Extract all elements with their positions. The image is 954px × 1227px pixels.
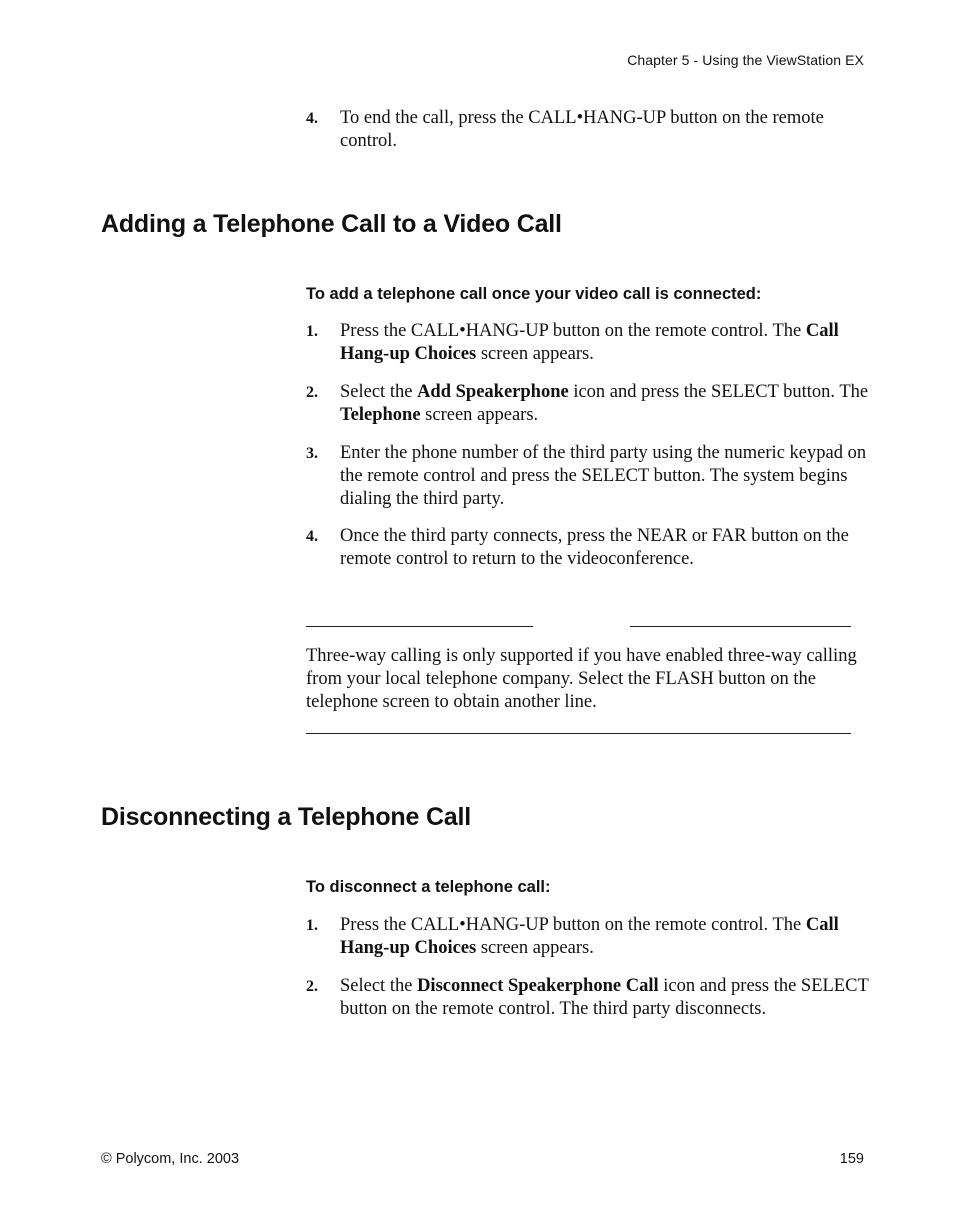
step-number: 2. — [306, 978, 318, 995]
procedure-title-add: To add a telephone call once your video call is connected: — [306, 285, 762, 303]
step-number: 1. — [306, 323, 318, 340]
intro-step — [306, 107, 870, 153]
disconnect-step-1 — [306, 914, 870, 960]
step-text: Select the Add Speakerphone icon and press the SELECT button. The Telephone screen appears. — [340, 382, 869, 425]
step-number: 4. — [306, 528, 318, 545]
ui-term: Call Hang-up Choices — [340, 321, 839, 364]
note-text: Three-way calling is only supported if you have enabled three-way calling from your local telephone company. Select the FLASH button on the telephone screen to obtain another line. — [306, 646, 857, 712]
step-text: Press the CALL•HANG-UP button on the remote control. The Call Hang-up Choices screen appears. — [340, 915, 839, 958]
step-text: Once the third party connects, press the NEAR or FAR button on the remote control to return to the videoconference. — [340, 526, 849, 569]
step-number: 2. — [306, 384, 318, 401]
step-text: Press the CALL•HANG-UP button on the remote control. The Call Hang-up Choices screen appears. — [340, 321, 839, 364]
ui-term: Add Speakerphone — [417, 382, 569, 402]
step-text: Select the Disconnect Speakerphone Call icon and press the SELECT button on the remote control. The third party disconnects. — [340, 976, 869, 1019]
page-number: 159 — [839, 1151, 864, 1167]
ui-term: Disconnect Speakerphone Call — [417, 976, 659, 996]
note-rule-top-right — [630, 626, 851, 627]
add-step-4 — [306, 525, 870, 571]
step-text: To end the call, press the CALL•HANG-UP button on the remote control. — [340, 108, 824, 151]
running-header: Chapter 5 - Using the ViewStation EX — [627, 52, 864, 68]
procedure-title-disconnect: To disconnect a telephone call: — [306, 878, 551, 896]
step-text: Enter the phone number of the third party using the numeric keypad on the remote control and press the SELECT button. The system begins dialing the third party. — [340, 443, 867, 509]
add-step-2 — [306, 381, 870, 427]
footer-copyright: © Polycom, Inc. 2003 — [101, 1151, 240, 1167]
add-step-1 — [306, 320, 870, 366]
step-number: 4. — [306, 110, 318, 127]
section-heading-add: Adding a Telephone Call to a Video Call — [101, 210, 562, 238]
section-heading-disconnect: Disconnecting a Telephone Call — [101, 803, 471, 831]
ui-term: Telephone — [340, 405, 421, 425]
add-step-3 — [306, 442, 870, 511]
step-number: 1. — [306, 917, 318, 934]
note-rule-top-left — [306, 626, 533, 627]
ui-term: Call Hang-up Choices — [340, 915, 839, 958]
step-number: 3. — [306, 445, 318, 462]
disconnect-step-2 — [306, 975, 870, 1021]
note-rule-bottom — [306, 733, 851, 734]
